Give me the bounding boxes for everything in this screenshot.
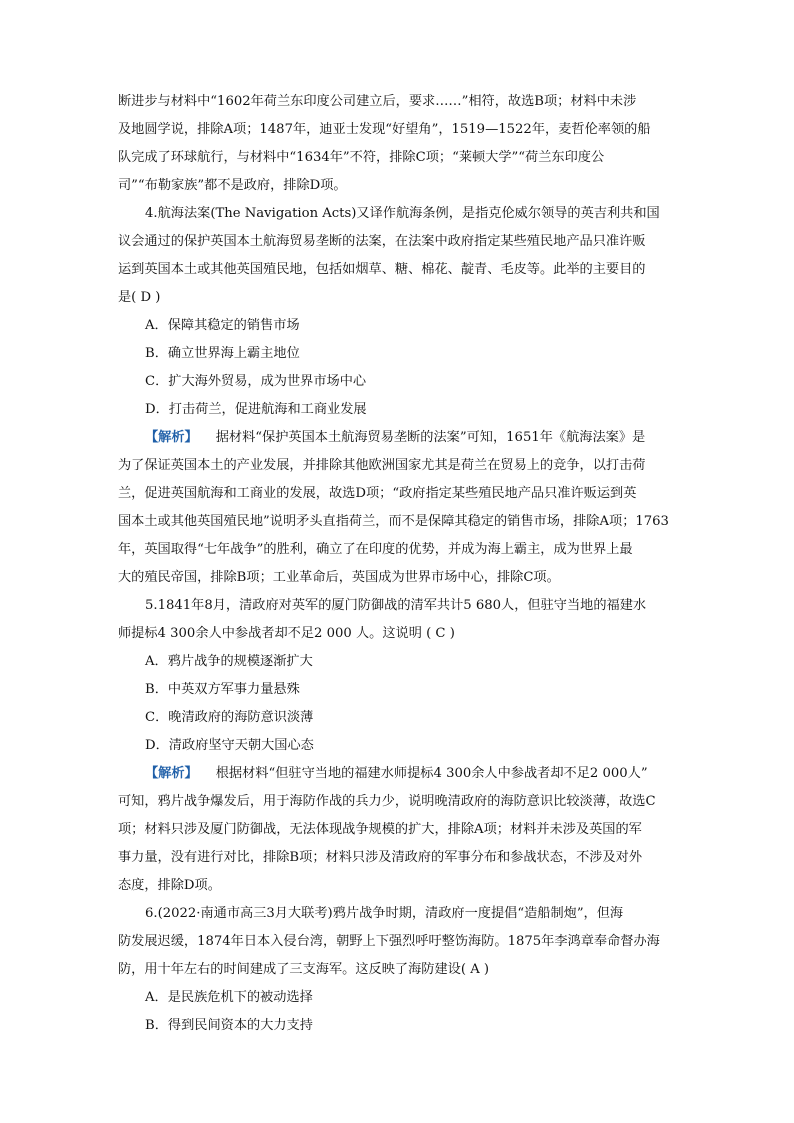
text-line: 是( D ) [118,290,161,305]
text-line: 国本土或其他英国殖民地”说明矛头直指荷兰，而不是保障其稳定的销售市场，排除A项；1763 [118,514,669,529]
text-line: 师提标4 300余人中参战者却不足2 000 人。这说明 ( C ) [118,626,455,641]
option-b: B．中英双方军事力量悬殊 [145,682,300,697]
analysis-line [145,764,705,784]
text-line: 年，英国取得“七年战争”的胜利，确立了在印度的优势，并成为海上霸主，成为世界上最 [118,542,633,557]
option-a: A．是民族危机下的被动选择 [145,990,313,1005]
option-d: D．清政府坚守天朝大国心态 [145,738,314,753]
text-line: 队完成了环球航行，与材料中“1634年”不符，排除C项；“莱顿大学”“荷兰东印度公 [118,150,605,165]
option-b: B．得到民间资本的大力支持 [145,1018,313,1033]
question-4-stem: 4.航海法案(The Navigation Acts)又译作航海条例，是指克伦威尔领导的英吉利共和国 [145,206,660,221]
text-line: 运到英国本土或其他英国殖民地，包括如烟草、糖、棉花、靛青、毛皮等。此举的主要目的 [118,262,646,277]
text-line: 司”“布勒家族”都不是政府，排除D项。 [118,178,347,193]
option-b: B．确立世界海上霸主地位 [145,346,300,361]
question-5-stem: 5.1841年8月，清政府对英军的厦门防御战的清军共计5 680人，但驻守当地的福建水 [145,598,647,613]
text-line: 兰，促进英国航海和工商业的发展，故选D项；“政府指定某些殖民地产品只准许贩运到英 [118,486,637,501]
text-line: 防发展迟缓，1874年日本入侵台湾，朝野上下强烈呼吁整饬海防。1875年李鸿章奉命督办海 [118,934,660,949]
analysis-line [145,428,705,448]
option-a: A．鸦片战争的规模逐渐扩大 [145,654,313,669]
analysis-tag: 【解析】 [145,766,198,781]
text-line: 可知，鸦片战争爆发后，用于海防作战的兵力少，说明晚清政府的海防意识比较淡薄，故选C [118,794,656,809]
text-line: 议会通过的保护英国本土航海贸易垄断的法案，在法案中政府指定某些殖民地产品只准许贩 [118,234,646,249]
option-c: C．扩大海外贸易，成为世界市场中心 [145,374,367,389]
text-line: 项；材料只涉及厦门防御战，无法体现战争规模的扩大，排除A项；材料并未涉及英国的军 [118,822,642,837]
analysis-text: 据材料“保护英国本土航海贸易垄断的法案”可知，1651年《航海法案》是 [215,430,646,445]
text-line: 大的殖民帝国，排除B项；工业革命后，英国成为世界市场中心，排除C项。 [118,570,560,585]
text-line: 防，用十年左右的时间建成了三支海军。这反映了海防建设( A ) [118,962,490,977]
text-line: 事力量，没有进行对比，排除B项；材料只涉及清政府的军事分布和参战状态，不涉及对外 [118,850,642,865]
text-line: 态度，排除D项。 [118,878,221,893]
option-d: D．打击荷兰，促进航海和工商业发展 [145,402,367,417]
text-line: 为了保证英国本土的产业发展，并排除其他欧洲国家尤其是荷兰在贸易上的竞争，以打击荷 [118,458,646,473]
analysis-tag: 【解析】 [145,430,198,445]
text-line: 及地圆学说，排除A项；1487年，迪亚士发现“好望角”，1519—1522年，麦哲伦率领的船 [118,122,651,137]
question-6-stem: 6.(2022·南通市高三3月大联考)鸦片战争时期，清政府一度提倡“造船制炮”，但海 [145,906,624,921]
option-c: C．晚清政府的海防意识淡薄 [145,710,314,725]
option-a: A．保障其稳定的销售市场 [145,318,300,333]
text-line: 断进步与材料中“1602年荷兰东印度公司建立后，要求……”相符，故选B项；材料中未涉 [118,94,637,109]
analysis-text: 根据材料“但驻守当地的福建水师提标4 300余人中参战者却不足2 000人” [215,766,648,781]
